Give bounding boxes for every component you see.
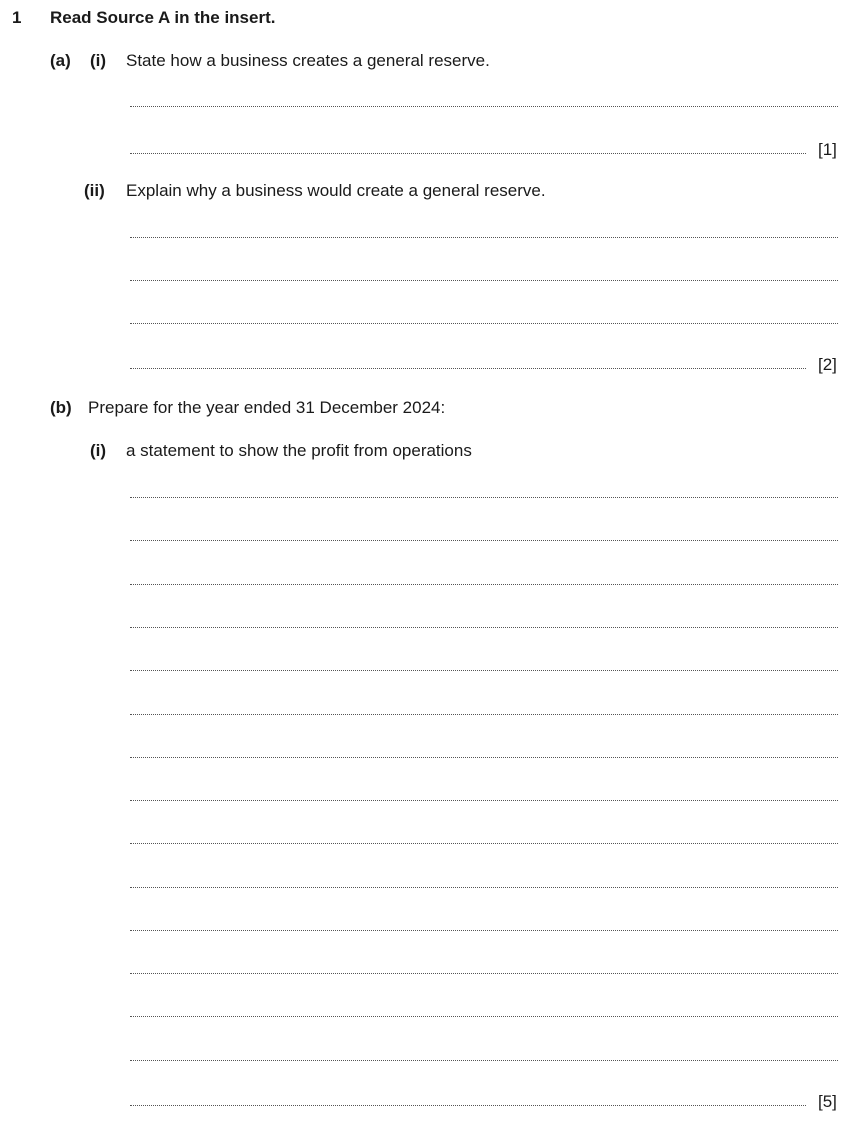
answer-line-b-i-14[interactable] xyxy=(130,1060,838,1061)
answer-line-a-ii-3[interactable] xyxy=(130,323,838,324)
marks-a-i: [1] xyxy=(818,140,837,159)
answer-line-b-i-8[interactable] xyxy=(130,800,838,801)
answer-line-b-i-10[interactable] xyxy=(130,887,838,888)
part-a-i-label: (i) xyxy=(90,51,107,70)
question-number: 1 xyxy=(12,8,22,27)
part-a-i-question: State how a business creates a general reserve. xyxy=(126,51,490,70)
answer-line-b-i-12[interactable] xyxy=(130,973,838,974)
answer-line-a-ii-1[interactable] xyxy=(130,237,838,238)
part-b-i-label: (i) xyxy=(90,441,107,460)
answer-line-b-i-2[interactable] xyxy=(130,540,838,541)
answer-line-b-i-1[interactable] xyxy=(130,497,838,498)
answer-line-a-ii-4[interactable] xyxy=(130,368,806,369)
answer-line-a-ii-2[interactable] xyxy=(130,280,838,281)
part-b-i-question: a statement to show the profit from operations xyxy=(126,441,472,460)
answer-line-b-i-3[interactable] xyxy=(130,584,838,585)
question-instruction: Read Source A in the insert. xyxy=(50,8,276,27)
answer-line-b-i-11[interactable] xyxy=(130,930,838,931)
answer-line-b-i-5[interactable] xyxy=(130,670,838,671)
part-a-label: (a) xyxy=(50,51,71,70)
marks-b-i: [5] xyxy=(818,1092,837,1111)
part-b-question: Prepare for the year ended 31 December 2024: xyxy=(88,398,446,417)
answer-line-b-i-13[interactable] xyxy=(130,1016,838,1017)
part-a-ii-question: Explain why a business would create a general reserve. xyxy=(126,181,546,200)
answer-line-b-i-9[interactable] xyxy=(130,843,838,844)
answer-line-b-i-4[interactable] xyxy=(130,627,838,628)
marks-a-ii: [2] xyxy=(818,355,837,374)
answer-line-b-i-7[interactable] xyxy=(130,757,838,758)
part-b-label: (b) xyxy=(50,398,72,417)
answer-line-a-i-1[interactable] xyxy=(130,106,838,107)
answer-line-a-i-2[interactable] xyxy=(130,153,806,154)
part-a-ii-label: (ii) xyxy=(84,181,105,200)
answer-line-b-i-6[interactable] xyxy=(130,714,838,715)
answer-line-b-i-15[interactable] xyxy=(130,1105,806,1106)
